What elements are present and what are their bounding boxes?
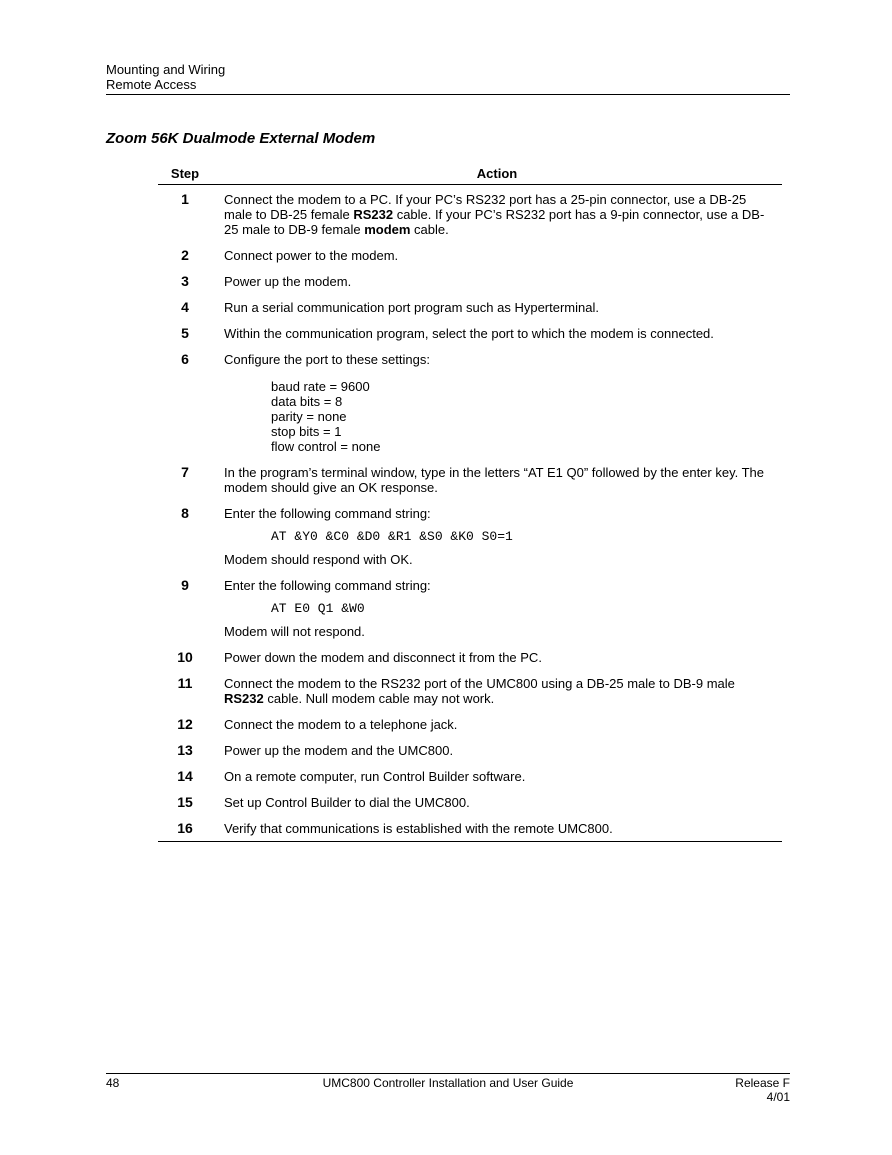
step-row <box>158 821 782 836</box>
step-action: Power up the modem. <box>224 274 352 289</box>
step-row <box>158 192 782 237</box>
setting-parity: parity = none <box>271 409 347 424</box>
setting-stop-bits: stop bits = 1 <box>271 424 342 439</box>
step-number: 16 <box>177 820 193 836</box>
step-row <box>158 676 782 706</box>
step-row <box>158 248 782 263</box>
command-string: AT E0 Q1 &W0 <box>271 601 365 616</box>
step-action: Connect the modem to a telephone jack. <box>224 717 458 732</box>
column-header-action: Action <box>476 165 518 181</box>
command-string: AT &Y0 &C0 &D0 &R1 &S0 &K0 S0=1 <box>271 529 513 544</box>
step-row <box>158 795 782 810</box>
step-action: Enter the following command string: AT E0 Q1 &W0 Modem will not respond. <box>224 578 776 639</box>
step-row <box>158 274 782 289</box>
step-number: 13 <box>177 742 193 758</box>
table-header <box>158 163 782 183</box>
step-row <box>158 717 782 732</box>
header-divider <box>106 94 790 95</box>
step-row <box>158 352 782 454</box>
step-action: Configure the port to these settings: baud rate = 9600 data bits = 8 parity = none stop bits = 1 flow control = none <box>224 352 776 454</box>
setting-data-bits: data bits = 8 <box>271 394 343 409</box>
setting-baud: baud rate = 9600 <box>271 379 370 394</box>
step-number: 11 <box>177 675 193 691</box>
step-action: On a remote computer, run Control Builder software. <box>224 769 526 784</box>
step-row <box>158 465 782 495</box>
step-row <box>158 506 782 567</box>
step-number: 1 <box>181 191 189 207</box>
step-row <box>158 578 782 639</box>
footer-divider <box>106 1073 790 1074</box>
header-chapter: Mounting and Wiring <box>106 62 226 77</box>
step-action: Connect power to the modem. <box>224 248 399 263</box>
page-header <box>106 62 790 92</box>
step-row <box>158 650 782 665</box>
steps-list <box>158 185 782 836</box>
step-number: 6 <box>181 351 189 367</box>
step-action: Within the communication program, select the port to which the modem is connected. <box>224 326 714 341</box>
table-bottom-rule <box>158 841 782 842</box>
release-info <box>735 1076 790 1104</box>
step-number: 4 <box>181 299 189 315</box>
step-number: 8 <box>181 505 189 521</box>
step-row <box>158 300 782 315</box>
step-action: Connect the modem to the RS232 port of the UMC800 using a DB-25 male to DB-9 male RS232 cable. Null modem cable may not work. <box>224 676 735 706</box>
step-action: Set up Control Builder to dial the UMC800. <box>224 795 470 810</box>
procedure-table <box>158 163 782 842</box>
setting-flow-control: flow control = none <box>271 439 381 454</box>
step-action: Power down the modem and disconnect it from the PC. <box>224 650 542 665</box>
step-number: 2 <box>181 247 189 263</box>
step-row <box>158 769 782 784</box>
step-number: 3 <box>181 273 189 289</box>
step-action: Run a serial communication port program such as Hyperterminal. <box>224 300 599 315</box>
header-section: Remote Access <box>106 77 197 92</box>
step-action: Connect the modem to a PC. If your PC’s RS232 port has a 25-pin connector, use a DB-25 male to DB-25 female RS232 cable. If your PC’s RS232 port has a 9-pin connector, use a DB-25 male to DB-9 female modem cable. <box>224 192 765 237</box>
port-settings <box>271 379 776 454</box>
column-header-step: Step <box>170 165 200 181</box>
step-number: 14 <box>177 768 193 784</box>
step-action: Verify that communications is established with the remote UMC800. <box>224 821 613 836</box>
step-number: 5 <box>181 325 189 341</box>
step-action: In the program’s terminal window, type in the letters “AT E1 Q0” followed by the enter key. The modem should give an OK response. <box>224 465 765 495</box>
step-action: Power up the modem and the UMC800. <box>224 743 454 758</box>
step-number: 15 <box>177 794 193 810</box>
release-label: Release F <box>735 1076 790 1090</box>
section-title: Zoom 56K Dualmode External Modem <box>106 130 376 147</box>
document-title: UMC800 Controller Installation and User Guide <box>322 1076 574 1090</box>
step-number: 12 <box>177 716 193 732</box>
release-date: 4/01 <box>766 1090 790 1104</box>
step-number: 7 <box>181 464 189 480</box>
step-row <box>158 743 782 758</box>
page-number: 48 <box>106 1076 120 1090</box>
step-number: 9 <box>181 577 189 593</box>
step-action: Enter the following command string: AT &Y0 &C0 &D0 &R1 &S0 &K0 S0=1 Modem should respond with OK. <box>224 506 776 567</box>
step-number: 10 <box>177 649 193 665</box>
step-row <box>158 326 782 341</box>
